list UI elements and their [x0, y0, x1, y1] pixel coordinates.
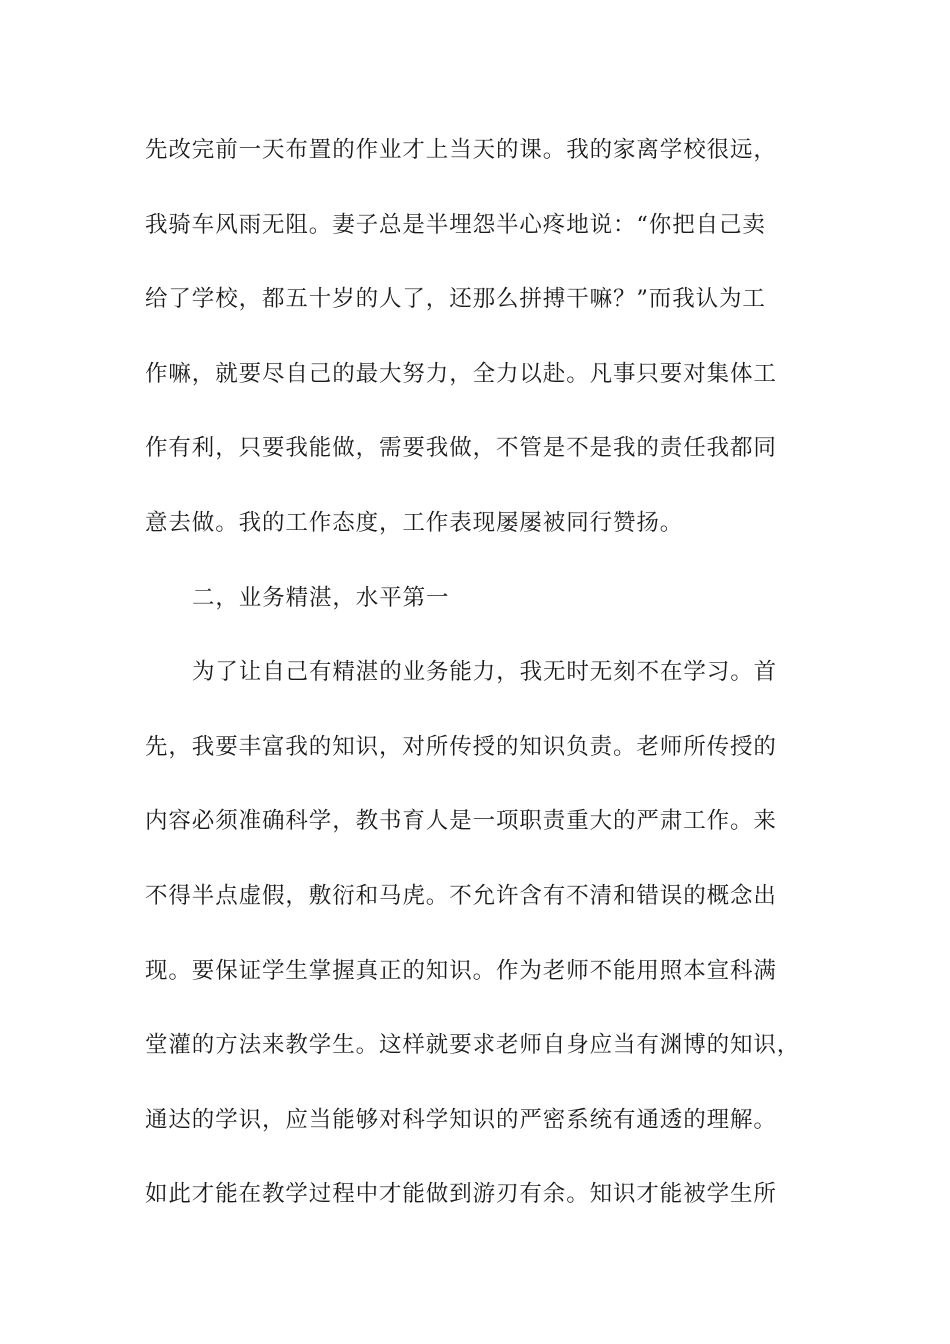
- text-line: 通达的学识，应当能够对科学知识的严密系统有通透的理解。: [145, 1106, 777, 1133]
- text-line: 先，我要丰富我的知识，对所传授的知识负责。老师所传授的: [145, 733, 777, 760]
- text-line: 如此才能在教学过程中才能做到游刃有余。知识才能被学生所: [145, 1181, 777, 1208]
- text-line: 作嘛，就要尽自己的最大努力，全力以赴。凡事只要对集体工: [145, 360, 777, 387]
- text-line: 堂灌的方法来教学生。这样就要求老师自身应当有渊博的知识，: [145, 1032, 801, 1059]
- text-line: 我骑车风雨无阻。妻子总是半埋怨半心疼地说：“你把自己卖: [145, 211, 766, 238]
- document-body: [145, 128, 825, 1247]
- text-line: 作有利，只要我能做，需要我做，不管是不是我的责任我都同: [145, 435, 777, 462]
- text-line: 意去做。我的工作态度，工作表现屡屡被同行赞扬。: [145, 509, 684, 536]
- text-line: 先改完前一天布置的作业才上当天的课。我的家离学校很远，: [145, 137, 777, 163]
- text-line: 给了学校，都五十岁的人了，还那么拼搏干嘛？”而我认为工: [145, 286, 766, 313]
- text-line: 为了让自己有精湛的业务能力，我无时无刻不在学习。首: [192, 659, 778, 686]
- section-heading: 二，业务精湛，水平第一: [192, 584, 450, 611]
- text-line: 内容必须准确科学，教书育人是一项职责重大的严肃工作。来: [145, 808, 777, 835]
- text-line: 现。要保证学生掌握真正的知识。作为老师不能用照本宣科满: [145, 957, 777, 984]
- text-line: 不得半点虚假，敷衍和马虎。不允许含有不清和错误的概念出: [145, 882, 777, 909]
